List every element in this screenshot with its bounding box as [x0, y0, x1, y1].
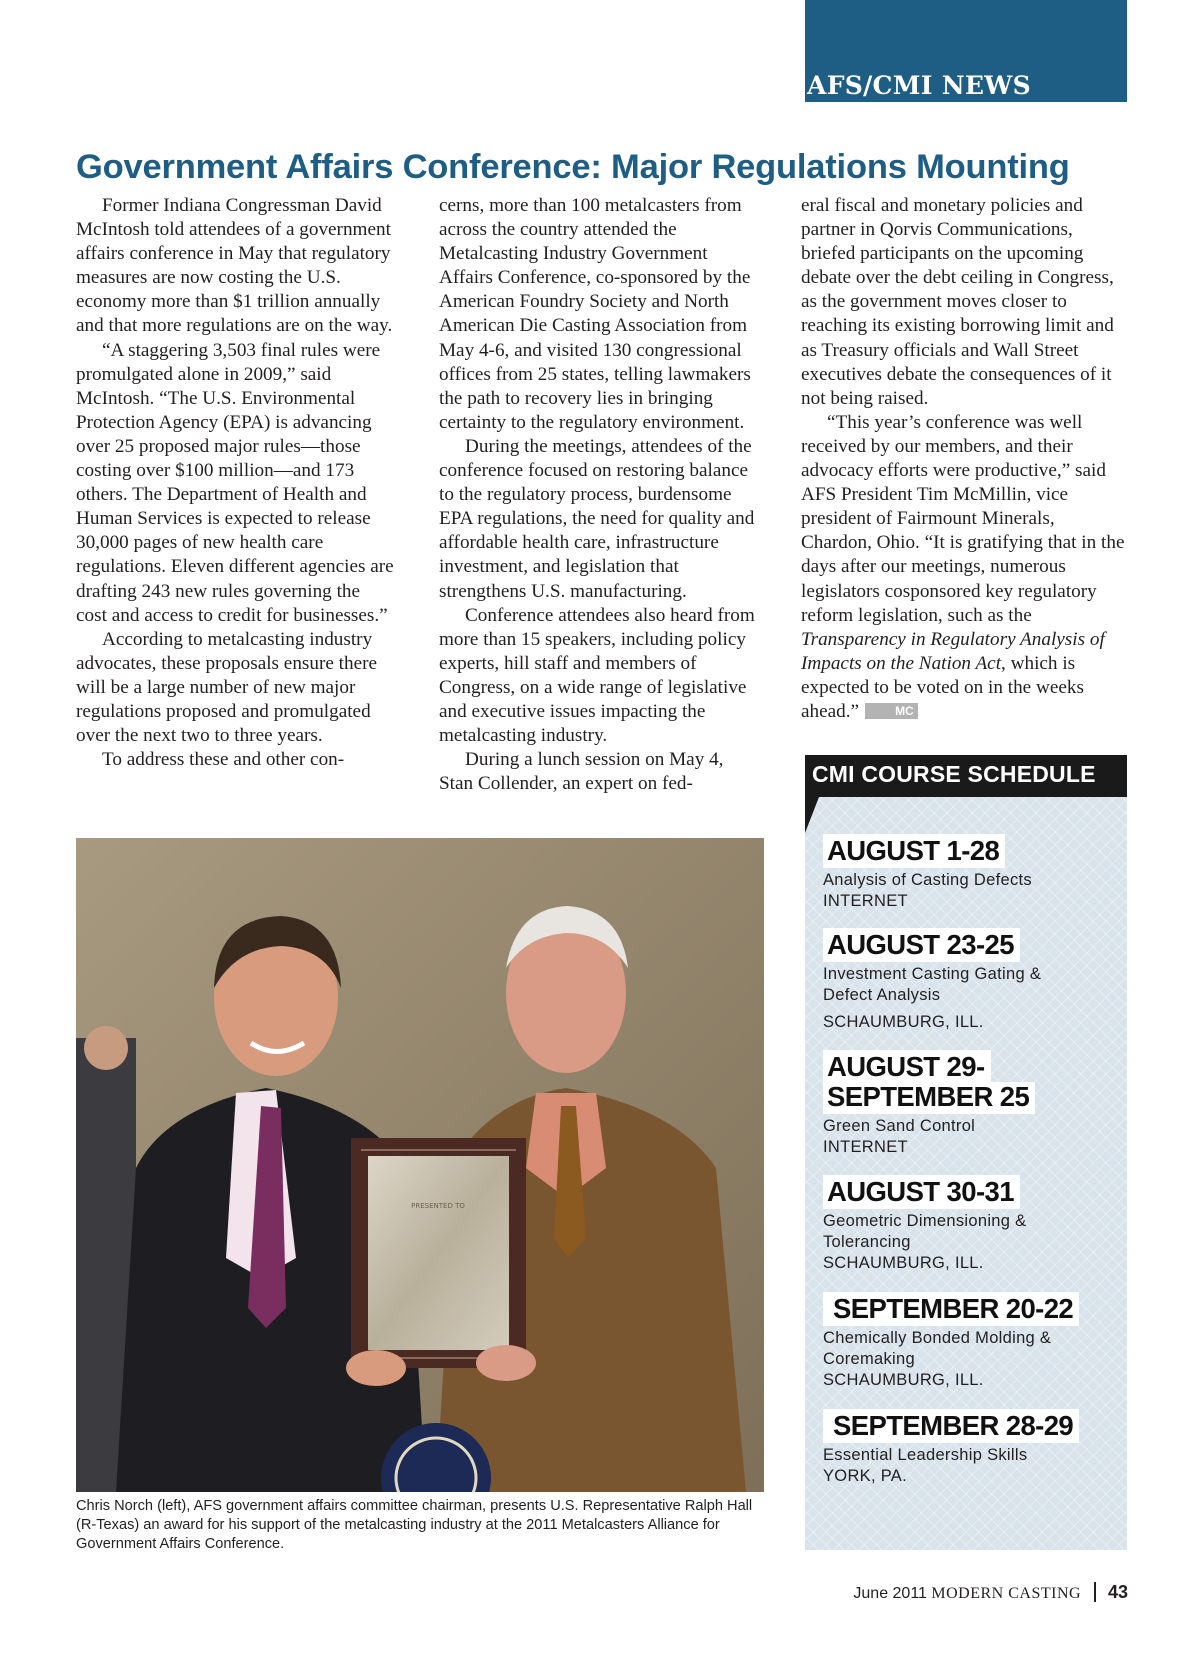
schedule-header	[805, 755, 1127, 797]
end-mark: MC	[865, 703, 918, 719]
paragraph: During the meetings, attendees of the conference focused on restoring balance to the regulatory process, burdensome EPA regulations, the need for quality and affordable health care, infrastructure investment, and legislation that strengthens U.S. manufacturing.	[439, 435, 755, 602]
issue-date: June 2011	[853, 1585, 927, 1602]
course-location: SCHAUMBURG, ILL.	[823, 1371, 984, 1389]
course-date: AUGUST 1-28	[823, 834, 1005, 868]
article-column-2	[439, 194, 761, 796]
course-item	[823, 928, 1063, 1033]
course-title: Geometric Dimensioning & Tolerancing	[823, 1212, 1027, 1251]
article-column-3	[801, 194, 1127, 724]
award-photo	[76, 838, 764, 1492]
act-title: Transparency in Regulatory Analysis of Impacts on the Nation Act	[801, 628, 1105, 674]
course-location: SCHAUMBURG, ILL.	[823, 1254, 984, 1272]
footer-divider	[1094, 1582, 1096, 1602]
course-location: INTERNET	[823, 892, 908, 910]
course-date: SEPTEMBER 20-22	[823, 1292, 1079, 1326]
page-number: 43	[1107, 1582, 1128, 1602]
section-tab	[805, 0, 1127, 102]
paragraph: cerns, more than 100 metalcasters from across the country attended the Metalcasting Industry Government Affairs Conference, co-sponsored by the American Foundry Society and North American Die Casting Association from May 4-6, and visited 130 congressional offices from 25 states, telling lawmakers the path to recovery lies in bringing certainty to the regulatory environment.	[439, 195, 751, 433]
section-label: AFS/CMI NEWS	[807, 71, 1031, 100]
course-item	[823, 1050, 1035, 1158]
course-location: INTERNET	[823, 1138, 908, 1156]
photo-caption: Chris Norch (left), AFS government affairs committee chairman, presents U.S. Representative Ralph Hall (R-Texas) an award for his support of the metalcasting industry at the 2011 Metalcasters Alliance for Government Affairs Conference.	[76, 1498, 753, 1552]
paragraph: During a lunch session on May 4, Stan Collender, an expert on fed-	[439, 749, 724, 795]
quote-paragraph	[801, 411, 1127, 724]
paragraph: eral fiscal and monetary policies and partner in Qorvis Communications, briefed participants on the upcoming debate over the debt ceiling in Congress, as the government moves closer to reaching its existing borrowing limit and as Treasury officials and Wall Street executives debate the consequences of it not being raised.	[801, 195, 1114, 409]
paragraph: According to metalcasting industry advocates, these proposals ensure there will be a large number of new major regulations proposed and promulgated over the next two to three years.	[76, 628, 378, 747]
course-date: AUGUST 30-31	[823, 1175, 1020, 1209]
course-title: Chemically Bonded Molding & Coremaking	[823, 1329, 1052, 1368]
paragraph: “A staggering 3,503 final rules were promulgated alone in 2009,” said McIntosh. “The U.S. Environmental Protection Agency (EPA) is advancing over 25 proposed major rules—those costing over $100 million—and 173 others. The Department of Health and Human Services is expected to release 30,000 pages of new health care regulations. Eleven different agencies are drafting 243 new rules governing the cost and access to credit for businesses.”	[76, 339, 394, 626]
article-column-1	[76, 194, 394, 772]
schedule-notch	[805, 797, 819, 833]
course-date-line-1: AUGUST 29-	[823, 1050, 991, 1082]
paragraph: Conference attendees also heard from more than 15 speakers, including policy experts, hill staff and members of Congress, on a wide range of legislative and executive issues impacting the metalcasting industry.	[439, 604, 755, 747]
course-title: Green Sand Control	[823, 1117, 976, 1135]
course-item	[823, 1409, 1079, 1487]
paragraph: Former Indiana Congressman David McIntosh told attendees of a government affairs conference in May that regulatory measures are now costing the U.S. economy more than $1 trillion annually and that more regulations are on the way.	[76, 195, 393, 337]
quote-text: “This year’s conference was well received by our members, and their advocacy efforts were productive,” said AFS President Tim McMillin, vice president of Fairmount Minerals, Chardon, Ohio. “It is gratifying that in the days after our meetings, numerous legislators cosponsored key regulatory reform legislation, such as the	[801, 411, 1125, 626]
course-date-line-2: SEPTEMBER 25	[823, 1082, 1035, 1114]
course-item	[823, 834, 1032, 912]
course-date: AUGUST 23-25	[823, 928, 1020, 962]
paragraph: To address these and other con-	[102, 749, 345, 771]
page-footer	[853, 1582, 1128, 1603]
magazine-name: MODERN CASTING	[931, 1585, 1082, 1602]
schedule-title: CMI COURSE SCHEDULE	[812, 761, 1096, 787]
article-headline: Government Affairs Conference: Major Regulations Mounting	[76, 148, 1070, 186]
course-location: YORK, PA.	[823, 1467, 907, 1485]
course-location: SCHAUMBURG, ILL.	[823, 1013, 984, 1031]
quote-text-end: , which is expected to be voted on in the weeks ahead.”	[801, 652, 1084, 722]
course-item	[823, 1175, 1043, 1274]
photo-illustration	[76, 838, 764, 1492]
course-item	[823, 1292, 1079, 1391]
course-date: SEPTEMBER 28-29	[823, 1409, 1079, 1443]
plaque-text: PRESENTED TO	[411, 1202, 465, 1210]
course-title: Investment Casting Gating & Defect Analysis	[823, 965, 1042, 1004]
course-title: Analysis of Casting Defects	[823, 871, 1032, 889]
course-title: Essential Leadership Skills	[823, 1446, 1028, 1464]
